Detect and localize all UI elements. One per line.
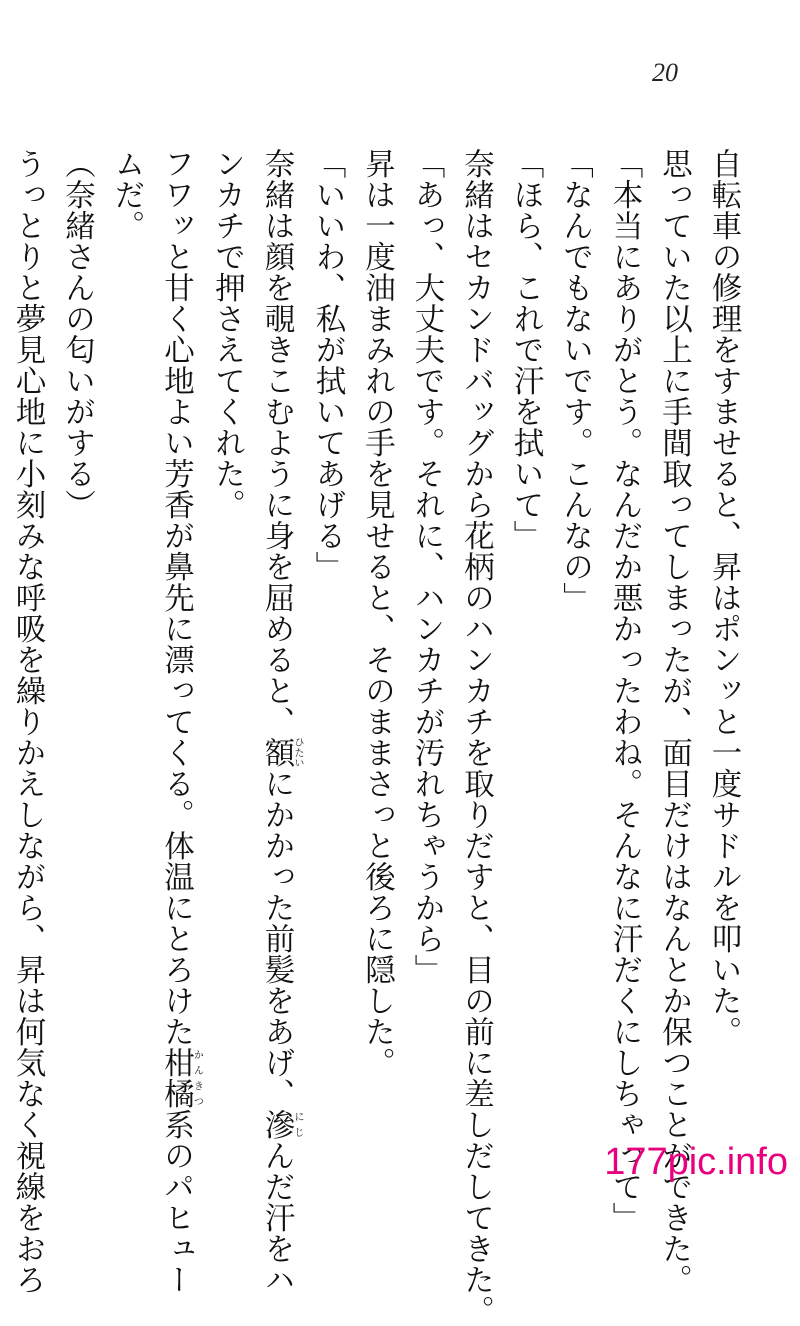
text-line: 「あっ、大丈夫です。それに、ハンカチが汚れちゃうから」 [409, 148, 444, 985]
text-line-with-ruby: 奈緒は顔を覗きこむように身を屈めると、額ひたいにかかった前髪をあげ、滲にじんだ汗をハ [259, 148, 303, 1295]
watermark-text: 177pic.info [604, 1141, 788, 1183]
text-line: 自転車の修理をすませると、昇はポンッと一度サドルを叩いた。 [706, 148, 741, 1047]
text-line: 思っていた以上に手間取ってしまったが、面目だけはなんとか保つことができた。 [656, 148, 692, 1295]
text-line: 「ほら、これで汗を拭いて」 [508, 148, 543, 551]
text-line: うっとりと夢見心地に小刻みな呼吸を繰りかえしながら、昇は何気なく視線をおろ [10, 148, 45, 1295]
text-line: ンカチで押さえてくれた。 [209, 148, 245, 520]
text-line: 昇は一度油まみれの手を見せると、そのままさっと後ろに隠した。 [359, 148, 395, 1078]
text-line: 「なんでもないです。こんなの」 [557, 148, 593, 613]
furigana-ruby: 額ひたい [259, 737, 303, 768]
text-line-with-ruby: フワッと甘く心地よい芳香が鼻先に漂ってくる。体温にとろけた柑橘かんきつ系のパヒュー [158, 148, 203, 1295]
text-line: （奈緒さんの匂いがする） [59, 148, 95, 520]
text-line: 奈緒はセカンドバッグから花柄のハンカチを取りだすと、目の前に差しだしてきた。 [458, 148, 494, 1326]
text-line: 「本当にありがとう。なんだか悪かったわね。そんなに汗だくにしちゃって」 [607, 148, 642, 1233]
furigana-ruby: 滲にじ [259, 1109, 303, 1140]
text-line: ムだ。 [109, 148, 144, 241]
furigana-reading: かんきつ [191, 1047, 203, 1109]
furigana-reading: ひたい [292, 737, 303, 768]
text-line: 「いいわ、私が拭いてあげる」 [310, 148, 345, 582]
furigana-ruby: 柑橘かんきつ [158, 1047, 203, 1109]
page-number: 20 [652, 58, 678, 87]
furigana-reading: にじ [292, 1109, 303, 1140]
